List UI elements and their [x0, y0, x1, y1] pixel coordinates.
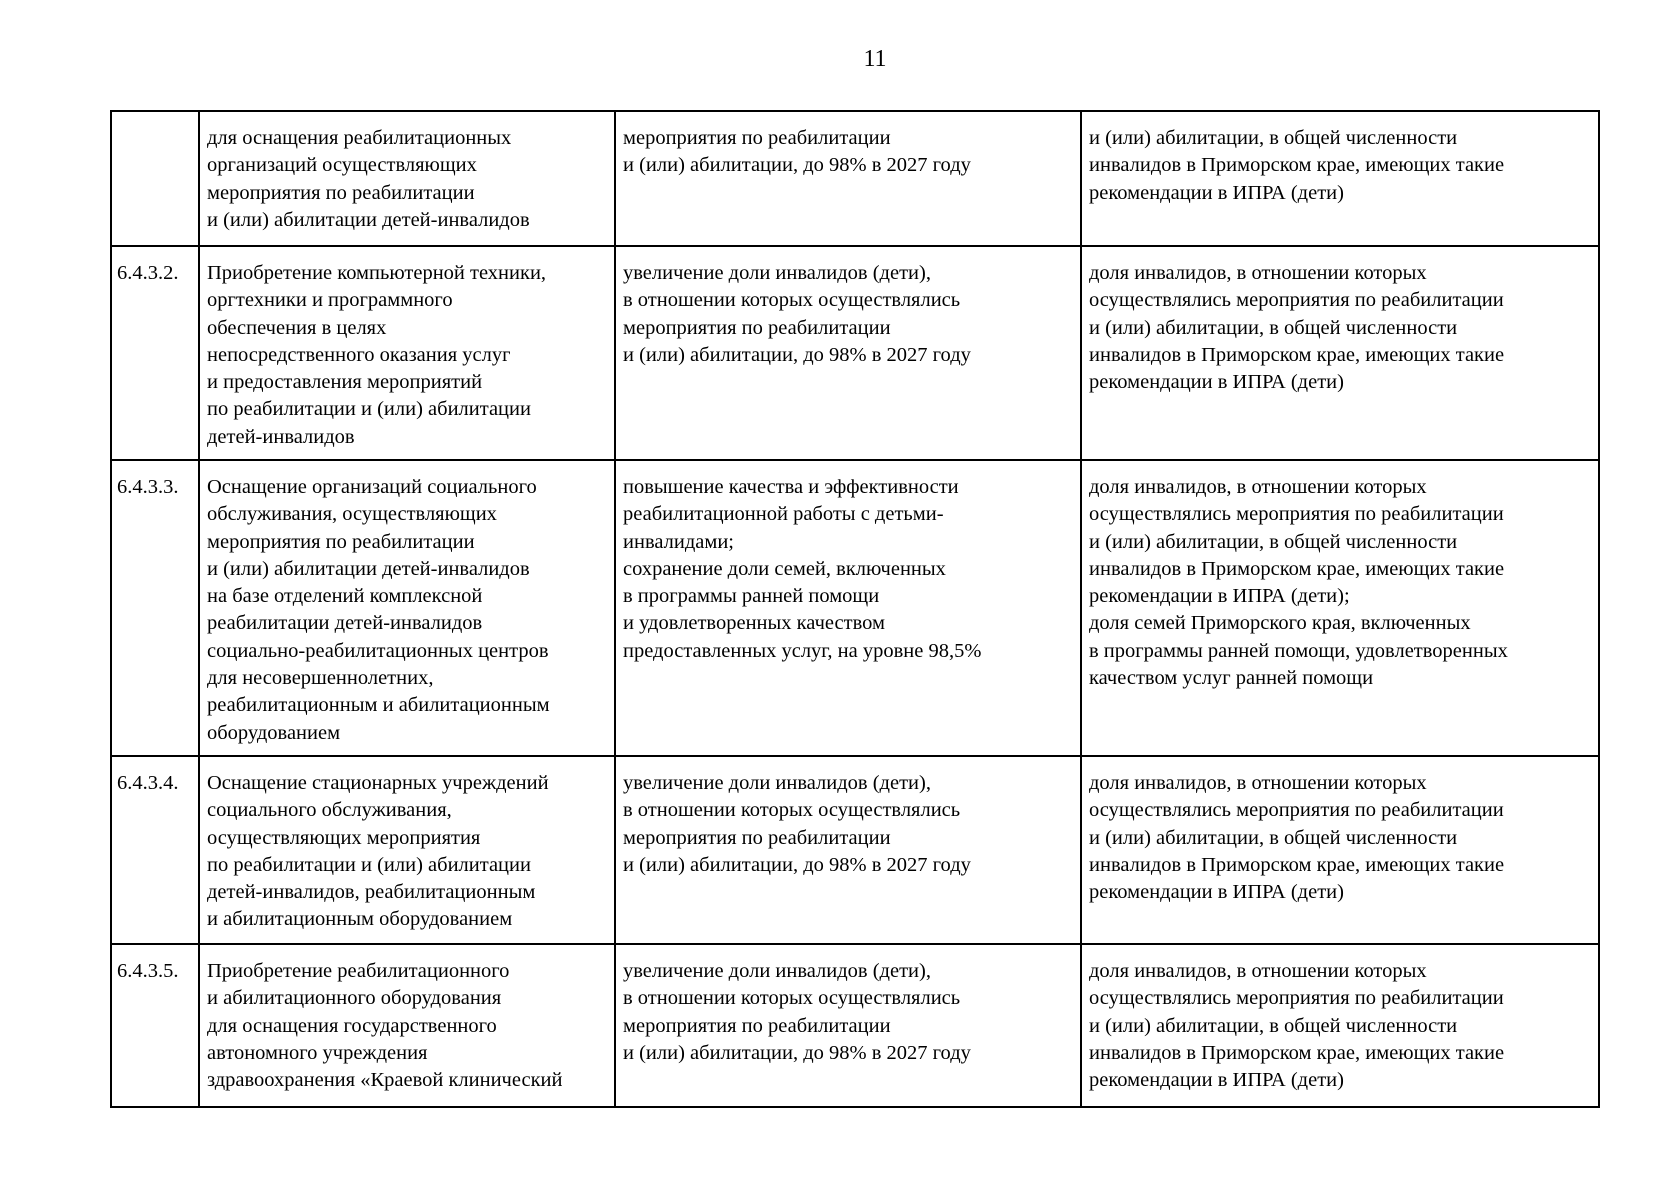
- row-number-cell: 6.4.3.2.: [111, 246, 199, 460]
- indicator-cell: доля инвалидов, в отношении которых осуществлялись мероприятия по реабилитации и (или) абилитации, в общей численности инвалидов в Приморском крае, имеющих такие рекомендации в ИПРА (дети): [1081, 944, 1599, 1107]
- row-number-cell: 6.4.3.3.: [111, 460, 199, 756]
- activity-cell: Оснащение организаций социального обслуживания, осуществляющих мероприятия по реабилитации и (или) абилитации детей-инвалидов на базе отделений комплексной реабилитации детей-инвалидов социально-реабилитационных центров для несовершеннолетних, реабилитационным и абилитационным оборудованием: [199, 460, 615, 756]
- row-number-cell: [111, 111, 199, 246]
- indicator-cell: доля инвалидов, в отношении которых осуществлялись мероприятия по реабилитации и (или) абилитации, в общей численности инвалидов в Приморском крае, имеющих такие рекомендации в ИПРА (дети); доля семей Приморского края, включенных в программы ранней помощи, удовлетворенных качеством услуг ранней помощи: [1081, 460, 1599, 756]
- measures-table: [110, 110, 1600, 1108]
- activity-cell: для оснащения реабилитационных организаций осуществляющих мероприятия по реабилитации и (или) абилитации детей-инвалидов: [199, 111, 615, 246]
- table-row: [111, 944, 1599, 1107]
- activity-cell: Оснащение стационарных учреждений социального обслуживания, осуществляющих мероприятия по реабилитации и (или) абилитации детей-инвалидов, реабилитационным и абилитационным оборудованием: [199, 756, 615, 944]
- activity-cell: Приобретение реабилитационного и абилитационного оборудования для оснащения государственного автономного учреждения здравоохранения «Краевой клинический: [199, 944, 615, 1107]
- table-row: [111, 111, 1599, 246]
- table-row: [111, 756, 1599, 944]
- expected-result-cell: увеличение доли инвалидов (дети), в отношении которых осуществлялись мероприятия по реабилитации и (или) абилитации, до 98% в 2027 году: [615, 756, 1081, 944]
- row-number-cell: 6.4.3.4.: [111, 756, 199, 944]
- row-number-cell: 6.4.3.5.: [111, 944, 199, 1107]
- indicator-cell: и (или) абилитации, в общей численности инвалидов в Приморском крае, имеющих такие рекомендации в ИПРА (дети): [1081, 111, 1599, 246]
- expected-result-cell: мероприятия по реабилитации и (или) абилитации, до 98% в 2027 году: [615, 111, 1081, 246]
- table-row: [111, 460, 1599, 756]
- activity-cell: Приобретение компьютерной техники, оргтехники и программного обеспечения в целях непосредственного оказания услуг и предоставления мероприятий по реабилитации и (или) абилитации детей-инвалидов: [199, 246, 615, 460]
- indicator-cell: доля инвалидов, в отношении которых осуществлялись мероприятия по реабилитации и (или) абилитации, в общей численности инвалидов в Приморском крае, имеющих такие рекомендации в ИПРА (дети): [1081, 246, 1599, 460]
- expected-result-cell: увеличение доли инвалидов (дети), в отношении которых осуществлялись мероприятия по реабилитации и (или) абилитации, до 98% в 2027 году: [615, 944, 1081, 1107]
- table-row: [111, 246, 1599, 460]
- expected-result-cell: увеличение доли инвалидов (дети), в отношении которых осуществлялись мероприятия по реабилитации и (или) абилитации, до 98% в 2027 году: [615, 246, 1081, 460]
- indicator-cell: доля инвалидов, в отношении которых осуществлялись мероприятия по реабилитации и (или) абилитации, в общей численности инвалидов в Приморском крае, имеющих такие рекомендации в ИПРА (дети): [1081, 756, 1599, 944]
- expected-result-cell: повышение качества и эффективности реабилитационной работы с детьми- инвалидами; сохранение доли семей, включенных в программы ранней помощи и удовлетворенных качеством предоставленных услуг, на уровне 98,5%: [615, 460, 1081, 756]
- page-number: 11: [863, 46, 887, 72]
